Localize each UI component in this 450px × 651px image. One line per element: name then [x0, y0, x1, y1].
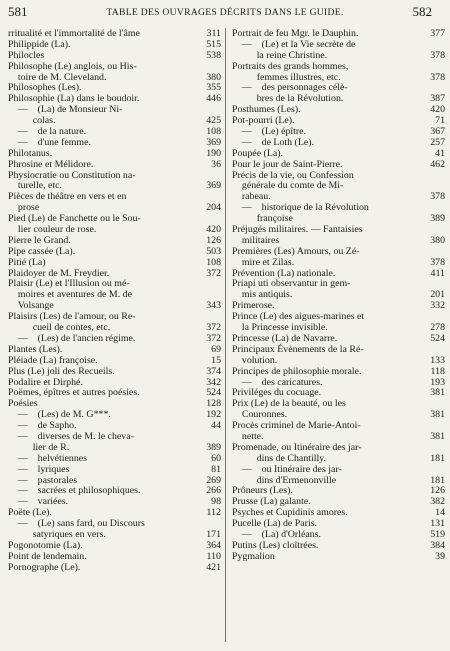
index-entry: [8, 465, 221, 476]
entry-title: Philotanus.: [8, 147, 53, 159]
entry-title: — diverses de M. le cheva-: [8, 430, 134, 442]
entry-page-number: 378: [430, 49, 445, 61]
entry-title: Prince (Le) des aigues-marines et: [232, 311, 365, 323]
index-entry: [232, 356, 445, 367]
entry-title: — sacrées et philosophiques.: [8, 485, 141, 497]
entry-title: Pucelle (La) de Paris.: [232, 518, 318, 530]
entry-title: Pogonotomie (La).: [8, 539, 83, 551]
entry-title: Plaidoyer de M. Freydier.: [8, 267, 110, 279]
entry-title: Putins (Les) cloîtrées.: [232, 539, 319, 551]
entry-page-number: 69: [211, 343, 221, 355]
entry-title: — (Le) épître.: [232, 126, 307, 138]
entry-page-number: 378: [430, 256, 445, 268]
entry-page-number: 192: [206, 409, 221, 421]
index-entry: [8, 388, 221, 399]
entry-page-number: 369: [206, 136, 221, 148]
entry-page-number: 421: [206, 561, 221, 573]
entry-title: prose: [8, 202, 40, 214]
entry-title: Couronnes.: [232, 409, 288, 421]
entry-title: Précis de la vie, ou Confession: [232, 169, 354, 181]
entry-title: cueil de contes, etc.: [8, 322, 111, 334]
entry-title: Prix (Le) de la beauté, ou les: [232, 398, 346, 410]
entry-title: Podalire et Dirphé.: [8, 376, 83, 388]
index-entry: [8, 356, 221, 367]
entry-title: volution.: [232, 354, 278, 366]
entry-title: générale du comte de Mi-: [232, 180, 344, 192]
entry-title: — pastorales: [8, 474, 78, 486]
entry-page-number: 171: [206, 528, 221, 540]
entry-page-number: 367: [430, 126, 445, 138]
entry-page-number: 133: [430, 354, 445, 366]
entry-title: Procès criminel de Marie-Antoi-: [232, 420, 361, 432]
entry-page-number: 204: [206, 202, 221, 214]
entry-page-number: 126: [206, 234, 221, 246]
index-entry: [232, 421, 445, 432]
entry-page-number: 190: [206, 147, 221, 159]
entry-title: Préjugés militaires. — Fantaisies: [232, 224, 363, 236]
entry-title: Psyches et Cupidinis amores.: [232, 507, 348, 519]
entry-page-number: 201: [430, 289, 445, 301]
entry-title: rritualité et l'immortalité de l'âme: [8, 28, 140, 39]
entry-page-number: 381: [430, 430, 445, 442]
entry-title: Prusse (La) galante.: [232, 496, 311, 508]
entry-title: Point de lendemain.: [8, 550, 87, 562]
entry-title: mis antiquis.: [232, 289, 293, 301]
entry-title: Philosophie (La) dans le boudoir.: [8, 93, 140, 105]
entry-page-number: 389: [430, 213, 445, 225]
entry-page-number: 14: [435, 507, 445, 519]
entry-title: Volsange: [8, 300, 54, 312]
entry-title: turelle, etc.: [8, 180, 63, 192]
entry-title: — (Le) sans fard, ou Discours: [8, 518, 145, 530]
entry-page-number: 269: [206, 474, 221, 486]
entry-title: — ou Itinéraire des jar-: [232, 463, 342, 475]
index-entry: [232, 258, 445, 269]
entry-title: dins d'Ermenonville: [232, 474, 337, 486]
entry-page-number: 108: [206, 256, 221, 268]
entry-page-number: 332: [430, 300, 445, 312]
entry-title: Plaisir (Le) et l'Illusion ou mé-: [8, 278, 130, 290]
entry-page-number: 41: [435, 147, 445, 159]
entry-title: toire de M. Cleveland.: [8, 71, 107, 83]
entry-title: Prévention (La) nationale.: [232, 267, 336, 279]
entry-page-number: 355: [206, 82, 221, 94]
entry-title: bres de la Révolution.: [232, 93, 344, 105]
entry-title: Princesse (La) de Navarre.: [232, 332, 338, 344]
entry-page-number: 524: [430, 332, 445, 344]
entry-page-number: 112: [206, 507, 221, 519]
entry-page-number: 257: [430, 136, 445, 148]
entry-title: Pipe cassée (La).: [8, 245, 76, 257]
entry-page-number: 118: [430, 365, 445, 377]
index-entry: [8, 552, 221, 563]
page-header: [0, 4, 450, 22]
entry-page-number: 538: [206, 49, 221, 61]
entry-page-number: 36: [211, 158, 221, 170]
entry-page-number: 181: [430, 474, 445, 486]
index-entry: [8, 258, 221, 269]
entry-page-number: 342: [206, 376, 221, 388]
entry-title: Pléiade (La) françoise.: [8, 354, 98, 366]
entry-page-number: 98: [211, 496, 221, 508]
entry-title: Philosophes (Les).: [8, 82, 82, 94]
left-page-number: 581: [8, 4, 28, 19]
entry-title: Principaux Évènements de la Ré-: [232, 343, 364, 355]
left-index-column: [8, 29, 221, 574]
entry-page-number: 131: [430, 518, 445, 530]
entry-page-number: 372: [206, 322, 221, 334]
entry-page-number: 378: [430, 191, 445, 203]
entry-title: françoise: [232, 213, 293, 225]
entry-title: — (La) d'Orléans.: [232, 528, 321, 540]
entry-title: — (Les) de l'ancien régime.: [8, 332, 136, 344]
entry-page-number: 519: [430, 528, 445, 540]
entry-title: Poëte (Le).: [8, 507, 52, 519]
entry-page-number: 382: [430, 496, 445, 508]
entry-title: Primerose.: [232, 300, 275, 312]
entry-title: militaires: [232, 234, 280, 246]
entry-title: nette.: [232, 430, 264, 442]
index-entry: [232, 552, 445, 563]
entry-title: mire et Zilas.: [232, 256, 295, 268]
entry-page-number: 378: [430, 71, 445, 83]
index-entry: [8, 160, 221, 171]
right-index-column: [232, 29, 445, 563]
column-divider: [225, 28, 226, 642]
index-entry: [232, 465, 445, 476]
entry-title: — (Le) et la Vie secrète de: [232, 38, 356, 50]
entry-title: — helvétiennes: [8, 452, 87, 464]
entry-page-number: 15: [211, 354, 221, 366]
entry-page-number: 425: [206, 115, 221, 127]
entry-title: Posthumes (Les).: [232, 104, 301, 116]
entry-title: Portrait de feu Mgr. le Dauphin.: [232, 28, 359, 39]
entry-title: Priviléges du cocuage.: [232, 387, 322, 399]
entry-title: — de Sapho.: [8, 420, 77, 432]
entry-title: Priapi uti observantur in gem-: [232, 278, 351, 290]
entry-title: Philocles: [8, 49, 45, 61]
index-entry: [8, 454, 221, 465]
entry-page-number: 311: [206, 28, 221, 39]
entry-title: Pitié (La): [8, 256, 46, 268]
entry-title: Pièces de théâtre en vers et en: [8, 191, 127, 203]
entry-page-number: 372: [206, 267, 221, 279]
index-entry: [232, 367, 445, 378]
entry-title: Pour le jour de Saint-Pierre.: [232, 158, 343, 170]
entry-page-number: 128: [206, 398, 221, 410]
entry-page-number: 81: [211, 463, 221, 475]
entry-title: Promenade, ou Itinéraire des jar-: [232, 441, 362, 453]
entry-title: colas.: [8, 115, 56, 127]
entry-page-number: 126: [430, 485, 445, 497]
entry-page-number: 515: [206, 38, 221, 50]
entry-title: lier couleur de rose.: [8, 224, 97, 236]
entry-title: — de Loth (Le).: [232, 136, 314, 148]
entry-title: — des caricatures.: [232, 376, 323, 388]
index-entry: [8, 367, 221, 378]
entry-title: dins de Chantilly.: [232, 452, 326, 464]
entry-page-number: 420: [206, 224, 221, 236]
index-entry: [232, 160, 445, 171]
entry-page-number: 343: [206, 300, 221, 312]
entry-title: Pot-pourri (Le).: [232, 115, 295, 127]
entry-title: rabeau.: [232, 191, 271, 203]
index-entry: [8, 62, 221, 73]
entry-page-number: 39: [435, 550, 445, 562]
entry-page-number: 380: [430, 234, 445, 246]
entry-title: lier de R.: [8, 441, 70, 453]
entry-title: Philippide (La).: [8, 38, 71, 50]
entry-page-number: 44: [211, 420, 221, 432]
entry-title: Poésies: [8, 398, 38, 410]
index-entry: [232, 62, 445, 73]
entry-page-number: 266: [206, 485, 221, 497]
entry-title: Prôneurs (Les).: [232, 485, 293, 497]
entry-page-number: 110: [206, 550, 221, 562]
entry-title: Poëmes, épîtres et autres poésies.: [8, 387, 140, 399]
entry-title: Plus (Le) joli des Recueils.: [8, 365, 115, 377]
entry-page-number: 381: [430, 387, 445, 399]
entry-page-number: 446: [206, 93, 221, 105]
entry-title: Plantes (Les).: [8, 343, 63, 355]
running-title: TABLE DES OUVRAGES DÉCRITS DANS LE GUIDE.: [106, 7, 344, 18]
entry-title: Philosophe (Le) anglois, ou His-: [8, 60, 137, 72]
entry-title: Premières (Les) Amours, ou Zé-: [232, 245, 360, 257]
entry-title: — lyriques: [8, 463, 70, 475]
entry-title: la reine Christine.: [232, 49, 328, 61]
entry-title: Pygmalion: [232, 550, 275, 562]
entry-title: — de la nature.: [8, 126, 87, 138]
entry-page-number: 71: [435, 115, 445, 127]
entry-page-number: 389: [206, 441, 221, 453]
entry-page-number: 193: [430, 376, 445, 388]
entry-page-number: 369: [206, 180, 221, 192]
entry-page-number: 374: [206, 365, 221, 377]
entry-title: Pied (Le) de Fanchette ou le Sou-: [8, 213, 141, 225]
entry-title: Plaisirs (Les) de l'amour, ou Re-: [8, 311, 136, 323]
entry-title: — (La) de Monsieur Ni-: [8, 104, 123, 116]
entry-page-number: 364: [206, 539, 221, 551]
index-entry: [232, 454, 445, 465]
entry-title: Pierre le Grand.: [8, 234, 71, 246]
entry-page-number: 462: [430, 158, 445, 170]
entry-title: Physiocratie ou Constitution na-: [8, 169, 136, 181]
entry-page-number: 524: [206, 387, 221, 399]
entry-page-number: 381: [430, 409, 445, 421]
entry-page-number: 503: [206, 245, 221, 257]
entry-page-number: 377: [430, 28, 445, 39]
index-entry: [8, 192, 221, 203]
entry-page-number: 278: [430, 322, 445, 334]
entry-title: satyriques en vers.: [8, 528, 106, 540]
entry-page-number: 181: [430, 452, 445, 464]
entry-title: Pornographe (Le).: [8, 561, 81, 573]
entry-page-number: 380: [206, 71, 221, 83]
entry-title: — variées.: [8, 496, 69, 508]
entry-title: Phrosine et Mélidore.: [8, 158, 94, 170]
entry-title: — des personnages célè-: [232, 82, 348, 94]
entry-page-number: 387: [430, 93, 445, 105]
entry-title: Poupée (La).: [232, 147, 283, 159]
entry-page-number: 411: [430, 267, 445, 279]
entry-page-number: 372: [206, 332, 221, 344]
entry-page-number: 420: [430, 104, 445, 116]
entry-page-number: 60: [211, 452, 221, 464]
right-page-number: 582: [412, 4, 432, 19]
entry-title: — (Les) de M. G***.: [8, 409, 111, 421]
index-entry: [8, 563, 221, 574]
entry-title: — historique de la Révolution: [232, 202, 369, 214]
entry-title: Principes de philosophie morale.: [232, 365, 362, 377]
entry-title: femmes illustres, etc.: [232, 71, 341, 83]
entry-title: la Princesse invisible.: [232, 322, 328, 334]
entry-page-number: 108: [206, 126, 221, 138]
entry-page-number: 384: [430, 539, 445, 551]
entry-title: moires et aventures de M. de: [8, 289, 132, 301]
entry-title: Portraits des grands hommes,: [232, 60, 349, 72]
entry-title: — d'une femme.: [8, 136, 91, 148]
